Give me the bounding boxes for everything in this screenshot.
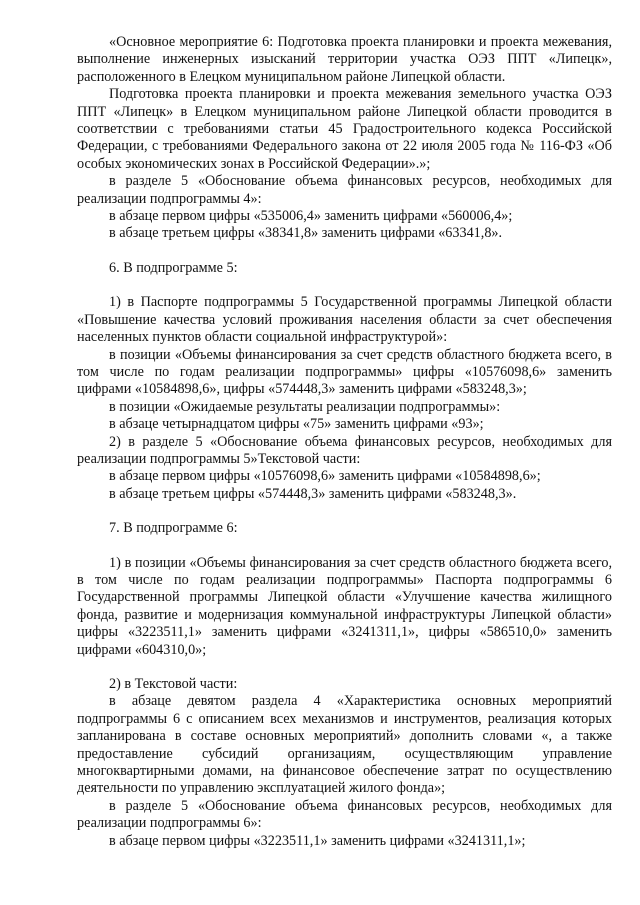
paragraph: в абзаце третьем цифры «574448,3» заменить цифрами «583248,3». [109,485,517,502]
section-heading: 6. В подпрограмме 5: [109,259,238,276]
paragraph: в абзаце первом цифры «3223511,1» заменить цифрами «3241311,1»; [109,832,526,849]
paragraph: в абзаце четырнадцатом цифры «75» заменить цифрами «93»; [109,416,484,433]
spacer [77,277,612,294]
paragraph: в абзаце девятом раздела 4 «Характеристика основных мероприятий подпрограммы 6 с описанием всех механизмов и инструментов, реализация которых запланирована в составе основных мероприятий» дополнить словами «, а также предоставление субсидий организациям, осуществляющим управление многоквартирными домами, на финансовое обеспечение затрат по осуществлению деятельности по управлению эксплуатацией жилого фонда»; [77,693,612,797]
spacer [77,659,612,676]
spacer [77,243,612,260]
paragraph: в позиции «Ожидаемые результаты реализации подпрограммы»: [109,398,501,415]
paragraph: Подготовка проекта планировки и проекта межевания земельного участка ОЭЗ ППТ «Липецк» в Елецком муниципальном районе Липецкой области проводится в соответствии с требованиями статьи 45 Градостроительного кодекса Российской Федерации, с требованиями Федерального закона от 22 июля 2005 года № 116-ФЗ «Об особых экономических зонах в Российской Федерации».»; [77,86,612,172]
paragraph: в абзаце первом цифры «535006,4» заменить цифрами «560006,4»; [109,208,513,225]
paragraph: 1) в позиции «Объемы финансирования за счет средств областного бюджета всего, в том числе по годам реализации подпрограммы» Паспорта подпрограммы 6 Государственной программы Липецкой области «Улучшение качества жилищного фонда, развитие и модернизация коммунальной инфраструктуры Липецкой области» цифры «3223511,1» заменить цифрами «3241311,1», цифры «586510,0» заменить цифрами «604310,0»; [77,554,612,658]
spacer [77,538,612,555]
paragraph: «Основное мероприятие 6: Подготовка проекта планировки и проекта межевания, выполнение инженерных изысканий территории участка ОЭЗ ППТ «Липецк», расположенного в Елецком муниципальном районе Липецкой области. [77,34,612,85]
paragraph: в абзаце первом цифры «10576098,6» заменить цифрами «10584898,6»; [109,468,541,485]
section-heading: 7. В подпрограмме 6: [109,520,238,537]
paragraph: в абзаце третьем цифры «38341,8» заменить цифрами «63341,8». [109,225,503,242]
paragraph: 1) в Паспорте подпрограммы 5 Государственной программы Липецкой области «Повышение качества условий проживания населения области за счет обеспечения населенных пунктов области социальной инфраструктурой»: [77,294,612,346]
paragraph: 2) в Текстовой части: [109,676,238,692]
paragraph: в позиции «Объемы финансирования за счет средств областного бюджета всего, в том числе по годам реализации подпрограммы» цифры «10576098,6» заменить цифрами «10584898,6», цифры «574448,3» заменить цифрами «583248,3»; [77,346,612,398]
paragraph: в разделе 5 «Обоснование объема финансовых ресурсов, необходимых для реализации подпрограммы 4»: [77,173,612,207]
spacer [77,503,612,520]
paragraph: в разделе 5 «Обоснование объема финансовых ресурсов, необходимых для реализации подпрограммы 6»: [77,797,612,832]
paragraph: 2) в разделе 5 «Обоснование объема финансовых ресурсов, необходимых для реализации подпрограммы 5»Текстовой части: [77,433,612,467]
